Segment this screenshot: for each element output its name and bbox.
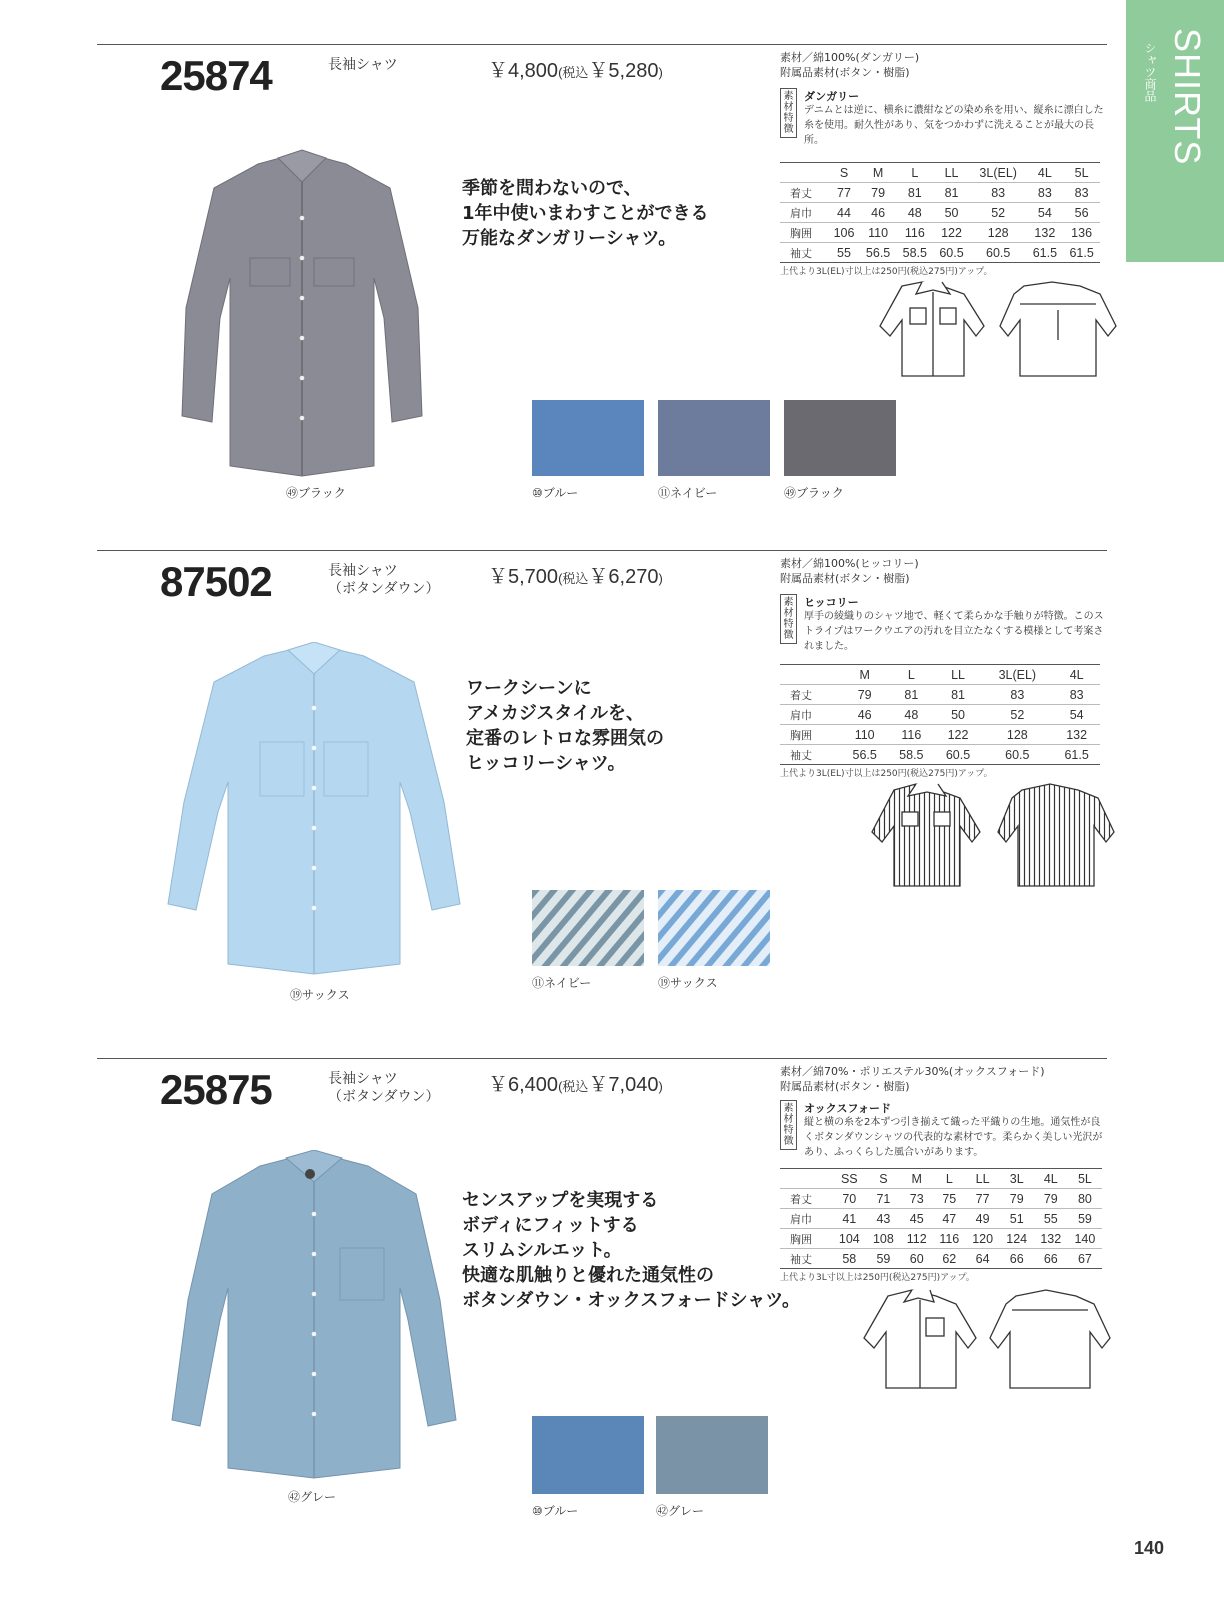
size-cell: 73 [900, 1189, 933, 1209]
size-row [780, 745, 1100, 765]
size-cell: 44 [828, 203, 859, 223]
size-cell: 55 [1034, 1209, 1068, 1229]
product-87502 [0, 550, 1120, 1030]
size-cell: 70 [832, 1189, 866, 1209]
size-row-label: 袖丈 [780, 745, 841, 765]
size-cell: 46 [860, 203, 897, 223]
size-cell: LL [933, 163, 970, 183]
size-cell: 52 [981, 705, 1053, 725]
size-cell: 49 [966, 1209, 1000, 1229]
size-cell: 3L(EL) [970, 163, 1027, 183]
size-cell: 58 [832, 1249, 866, 1269]
size-note: 上代より3L(EL)寸以上は250円(税込275円)アップ。 [780, 267, 993, 277]
size-cell: 59 [866, 1249, 900, 1269]
size-cell: 80 [1068, 1189, 1102, 1209]
size-cell: 56 [1063, 203, 1100, 223]
size-cell: 48 [888, 705, 935, 725]
size-cell: 54 [1027, 203, 1064, 223]
product-name [328, 56, 398, 74]
catch-copy [462, 176, 709, 251]
size-cell: 60.5 [981, 745, 1053, 765]
tax-close: ) [658, 1079, 663, 1094]
technical-drawing [872, 280, 1122, 382]
size-cell: L [888, 665, 935, 685]
size-cell: 81 [896, 183, 933, 203]
material-line: 素材／綿70%・ポリエステル30%(オックスフォード) [780, 1065, 1045, 1078]
size-cell: 132 [1053, 725, 1100, 745]
size-cell: 83 [981, 685, 1053, 705]
size-row-label: 肩巾 [780, 203, 828, 223]
size-cell: 50 [933, 203, 970, 223]
size-cell: 132 [1034, 1229, 1068, 1249]
product-name-line: （ボタンダウン） [328, 1089, 440, 1105]
size-cell: 4L [1027, 163, 1064, 183]
size-cell: 79 [1034, 1189, 1068, 1209]
product-name-line: 長袖シャツ [328, 57, 398, 73]
feature-tag: 素材特徴 [780, 1100, 797, 1150]
size-cell: 81 [888, 685, 935, 705]
size-cell: 55 [828, 243, 859, 263]
catch-line: 快適な肌触りと優れた通気性の [462, 1265, 714, 1286]
tax-label: (税込 [558, 571, 589, 586]
size-cell: 83 [1027, 183, 1064, 203]
size-cell: 122 [935, 725, 982, 745]
size-cell: 43 [866, 1209, 900, 1229]
size-row [780, 203, 1100, 223]
size-cell: 60 [900, 1249, 933, 1269]
size-cell [780, 1169, 832, 1189]
material-info [780, 1064, 1045, 1094]
main-color-label: ㊷グレー [288, 1490, 337, 1504]
tax-close: ) [658, 571, 663, 586]
size-cell: 128 [981, 725, 1053, 745]
size-cell: SS [832, 1169, 866, 1189]
size-row-label: 袖丈 [780, 243, 828, 263]
product-photo [164, 1150, 464, 1486]
price-base: ￥5,700 [488, 566, 559, 588]
size-cell: 56.5 [841, 745, 888, 765]
size-cell: 116 [888, 725, 935, 745]
size-cell: 136 [1063, 223, 1100, 243]
catch-line: 定番のレトロな雰囲気の [466, 728, 664, 749]
size-row [780, 1249, 1102, 1269]
material-line: 附属品素材(ボタン・樹脂) [780, 1080, 910, 1093]
feature-tag: 素材特徴 [780, 594, 797, 644]
size-cell: 41 [832, 1209, 866, 1229]
feature-text: 縦と横の糸を2本ずつ引き揃えて織った平織りの生地。通気性が良くボタンダウンシャツの代表的な素材です。柔らかく美しい光沢があり、ふっくらした風合いがあります。 [804, 1117, 1103, 1158]
product-25875 [0, 1058, 1120, 1538]
main-color-label: ⑲サックス [290, 988, 350, 1002]
swatch-label: ⑩ブルー [532, 1504, 579, 1518]
fabric-swatch [658, 890, 770, 966]
swatch-label: ⑪ネイビー [532, 976, 592, 990]
tax-label: (税込 [558, 1079, 589, 1094]
side-tab [1126, 0, 1224, 262]
side-tab-title: SHIRTS [1167, 28, 1208, 166]
catch-copy [466, 676, 664, 776]
size-row-label: 胸囲 [780, 1229, 832, 1249]
tax-label: (税込 [558, 65, 589, 80]
size-cell: M [900, 1169, 933, 1189]
size-cell: 54 [1053, 705, 1100, 725]
size-cell: M [860, 163, 897, 183]
material-line: 附属品素材(ボタン・樹脂) [780, 572, 910, 585]
catch-line: ボタンダウン・オックスフォードシャツ。 [462, 1290, 801, 1311]
size-row [780, 1229, 1102, 1249]
feature-title: オックスフォード [804, 1102, 892, 1115]
fabric-swatch [658, 400, 770, 476]
feature-title: ダンガリー [804, 90, 860, 103]
price [488, 1068, 663, 1097]
size-row-label: 胸囲 [780, 223, 828, 243]
catch-copy [462, 1188, 800, 1313]
size-cell: 128 [970, 223, 1027, 243]
size-cell: 5L [1063, 163, 1100, 183]
feature-title: ヒッコリー [804, 596, 859, 609]
size-cell: 3L [1000, 1169, 1034, 1189]
size-cell: 79 [1000, 1189, 1034, 1209]
product-name-line: 長袖シャツ [328, 563, 398, 579]
price-with-tax: ￥5,280 [588, 60, 659, 82]
size-cell: 120 [966, 1229, 1000, 1249]
catch-line: ワークシーンに [466, 678, 592, 699]
main-color-label: ㊾ブラック [286, 486, 346, 500]
size-cell: 3L(EL) [981, 665, 1053, 685]
catch-line: 万能なダンガリーシャツ。 [462, 228, 677, 249]
size-row [780, 725, 1100, 745]
product-photo [178, 148, 426, 484]
size-cell: 50 [935, 705, 982, 725]
size-cell: 48 [896, 203, 933, 223]
feature-tag: 素材特徴 [780, 88, 797, 138]
swatch-label: ⑪ネイビー [658, 486, 718, 500]
size-cell: 61.5 [1063, 243, 1100, 263]
size-cell: 52 [970, 203, 1027, 223]
catch-line: スリムシルエット。 [462, 1240, 622, 1261]
size-cell: 59 [1068, 1209, 1102, 1229]
size-row [780, 183, 1100, 203]
size-cell: 51 [1000, 1209, 1034, 1229]
size-cell: 45 [900, 1209, 933, 1229]
size-cell: 116 [896, 223, 933, 243]
size-cell: 5L [1068, 1169, 1102, 1189]
size-table [780, 1168, 1102, 1269]
material-info [780, 556, 919, 586]
catch-line: 1年中使いまわすことができる [462, 203, 709, 224]
size-cell: 81 [935, 685, 982, 705]
catch-line: ヒッコリーシャツ。 [466, 753, 626, 774]
product-code: 87502 [160, 558, 272, 605]
size-cell: LL [935, 665, 982, 685]
size-cell: S [828, 163, 859, 183]
size-cell: L [933, 1169, 966, 1189]
size-row-label: 袖丈 [780, 1249, 832, 1269]
size-cell [780, 163, 828, 183]
size-cell: L [896, 163, 933, 183]
size-cell: 110 [841, 725, 888, 745]
feature-text: デニムとは逆に、横糸に濃紺などの染め糸を用い、縦糸に漂白した糸を使用。耐久性があり、気をつかわずに洗えることが最大の長所。 [804, 105, 1104, 146]
swatch-label: ㊷グレー [656, 1504, 705, 1518]
size-cell: S [866, 1169, 900, 1189]
size-cell: 60.5 [935, 745, 982, 765]
size-cell: 71 [866, 1189, 900, 1209]
swatch-label: ⑩ブルー [532, 486, 579, 500]
size-note: 上代より3L寸以上は250円(税込275円)アップ。 [780, 1273, 975, 1283]
size-cell: 61.5 [1027, 243, 1064, 263]
size-cell: 64 [966, 1249, 1000, 1269]
size-cell: 110 [860, 223, 897, 243]
size-cell: 66 [1034, 1249, 1068, 1269]
size-cell: 62 [933, 1249, 966, 1269]
size-cell: 132 [1027, 223, 1064, 243]
section-rule [97, 1058, 1107, 1059]
size-cell: 81 [933, 183, 970, 203]
side-tab-subtitle: シャツ商品 [1143, 42, 1157, 102]
size-row [780, 1189, 1102, 1209]
size-cell: 58.5 [896, 243, 933, 263]
size-cell: 108 [866, 1229, 900, 1249]
size-table [780, 664, 1100, 765]
section-rule [97, 44, 1107, 45]
product-photo [164, 642, 464, 982]
size-cell: 83 [1063, 183, 1100, 203]
size-row-label: 着丈 [780, 183, 828, 203]
size-row [780, 243, 1100, 263]
size-row-label: 胸囲 [780, 725, 841, 745]
size-cell: 104 [832, 1229, 866, 1249]
feature-text: 厚手の綾織りのシャツ地で、軽くて柔らかな手触りが特徴。このストライプはワークウエアの汚れを目立たなくする模様として考案されました。 [804, 611, 1104, 652]
size-cell: 140 [1068, 1229, 1102, 1249]
price [488, 54, 663, 83]
fabric-swatch [656, 1416, 768, 1494]
size-cell: 66 [1000, 1249, 1034, 1269]
size-table [780, 162, 1100, 263]
size-cell: 60.5 [970, 243, 1027, 263]
fabric-swatch [532, 1416, 644, 1494]
size-cell: 106 [828, 223, 859, 243]
catch-line: センスアップを実現する [462, 1190, 659, 1211]
size-cell: M [841, 665, 888, 685]
material-line: 素材／綿100%(ダンガリー) [780, 51, 920, 64]
size-cell: 4L [1053, 665, 1100, 685]
size-cell: 58.5 [888, 745, 935, 765]
size-row-label: 着丈 [780, 1189, 832, 1209]
product-name-line: 長袖シャツ [328, 1071, 398, 1087]
size-cell: 83 [970, 183, 1027, 203]
catch-line: ボディにフィットする [462, 1215, 639, 1236]
page-number: 140 [1134, 1538, 1165, 1558]
catch-line: 季節を問わないので、 [462, 178, 642, 199]
product-25874 [0, 44, 1120, 524]
size-row-label: 肩巾 [780, 1209, 832, 1229]
size-cell: 122 [933, 223, 970, 243]
size-cell: 67 [1068, 1249, 1102, 1269]
size-cell: 61.5 [1053, 745, 1100, 765]
size-cell: 77 [966, 1189, 1000, 1209]
swatch-label: ⑲サックス [658, 976, 718, 990]
size-cell: 116 [933, 1229, 966, 1249]
size-cell: 4L [1034, 1169, 1068, 1189]
fabric-swatch [532, 890, 644, 966]
size-row [780, 1209, 1102, 1229]
size-header-row [780, 665, 1100, 685]
product-name-line: （ボタンダウン） [328, 581, 440, 597]
product-code: 25874 [160, 52, 272, 99]
size-row-label: 着丈 [780, 685, 841, 705]
technical-drawing [856, 1288, 1112, 1392]
fabric-swatch [784, 400, 896, 476]
technical-drawing [862, 782, 1120, 890]
size-cell: 46 [841, 705, 888, 725]
size-cell: LL [966, 1169, 1000, 1189]
size-cell: 77 [828, 183, 859, 203]
size-cell: 47 [933, 1209, 966, 1229]
section-rule [97, 550, 1107, 551]
size-header-row [780, 1169, 1102, 1189]
price-base: ￥4,800 [488, 60, 559, 82]
size-cell: 79 [860, 183, 897, 203]
size-row [780, 223, 1100, 243]
size-cell: 112 [900, 1229, 933, 1249]
size-row [780, 705, 1100, 725]
material-info [780, 50, 919, 80]
catch-line: アメカジスタイルを、 [466, 703, 645, 724]
product-name [328, 562, 439, 598]
size-row-label: 肩巾 [780, 705, 841, 725]
size-cell: 75 [933, 1189, 966, 1209]
size-note: 上代より3L(EL)寸以上は250円(税込275円)アップ。 [780, 769, 993, 779]
product-code: 25875 [160, 1066, 272, 1113]
tax-close: ) [658, 65, 663, 80]
material-line: 附属品素材(ボタン・樹脂) [780, 66, 910, 79]
size-cell: 79 [841, 685, 888, 705]
size-cell: 60.5 [933, 243, 970, 263]
price-with-tax: ￥7,040 [588, 1074, 659, 1096]
size-cell: 83 [1053, 685, 1100, 705]
size-row [780, 685, 1100, 705]
fabric-swatch [532, 400, 644, 476]
swatch-label: ㊾ブラック [784, 486, 844, 500]
material-line: 素材／綿100%(ヒッコリー) [780, 557, 919, 570]
price-with-tax: ￥6,270 [588, 566, 659, 588]
product-name [328, 1070, 439, 1106]
size-header-row [780, 163, 1100, 183]
size-cell: 124 [1000, 1229, 1034, 1249]
size-cell [780, 665, 841, 685]
price [488, 560, 663, 589]
price-base: ￥6,400 [488, 1074, 559, 1096]
size-cell: 56.5 [860, 243, 897, 263]
